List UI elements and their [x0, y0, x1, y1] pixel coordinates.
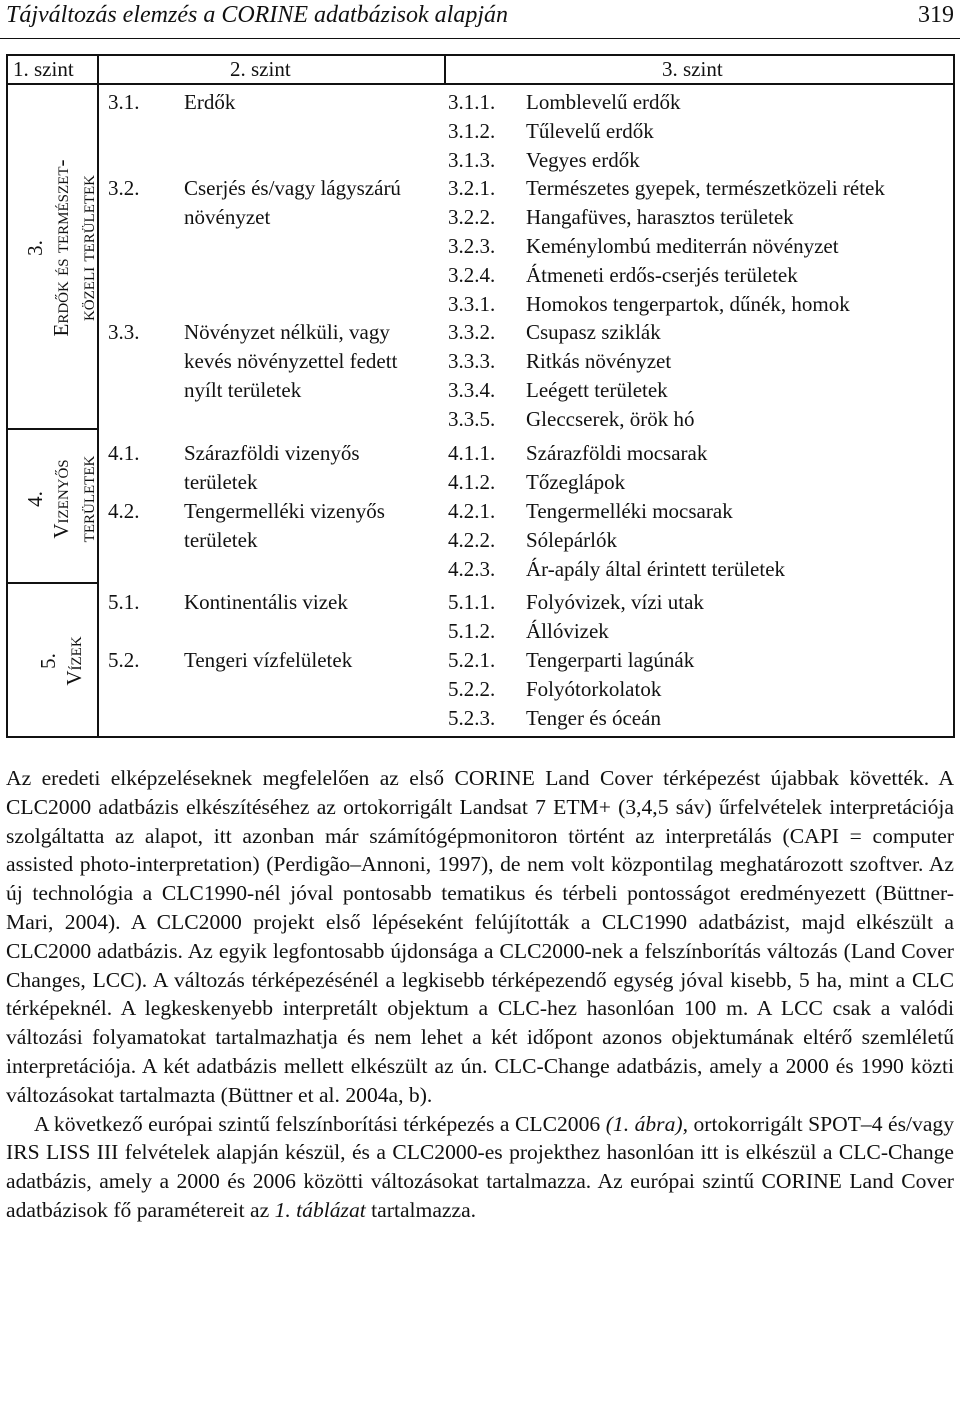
level2-name: Kontinentális vizek [184, 590, 348, 614]
level2-name: nyílt területek [184, 378, 302, 402]
level1-label: Vízek [62, 636, 86, 686]
level3-code: 5.2.3. [448, 706, 496, 730]
page-header [0, 0, 960, 42]
level1-code: 5. [36, 653, 60, 669]
page-number: 319 [918, 2, 954, 28]
level3-name: Tenger és óceán [526, 706, 661, 730]
level2-name: Növényzet nélküli, vagy [184, 320, 390, 344]
level3-name: Hangafüves, harasztos területek [526, 205, 794, 229]
level3-code: 3.1.1. [448, 90, 496, 114]
level3-code: 3.3.3. [448, 349, 496, 373]
level2-code: 4.1. [108, 441, 140, 465]
paragraph: Az eredeti elképzeléseknek megfelelően az első CORINE Land Cover térképezést újabbak követték. A CLC2000 adatbázis elkészítéséhez az ortokorrigált Landsat 7 ETM+ (3,4,5 sáv) űrfelvételek interpretációja szolgáltatta az alapot, itt azonban már számítógépmonitoron történt az interpretálás (CAPI = computer assisted photo-interpretation) (Perdigão–Annoni, 1997), de nem volt központilag meghatározott szoftver. Az új technológia a CLC1990-nél jóval pontosabb tematikus és térbeli pontosságot eredményezett (Büttner-Mari, 2004). A CLC2000 projekt első lépéseként felújították a CLC1990 adatbázist, majd elkészült a CLC2000 adatbázis. Az egyik legfontosabb újdonsága a CLC2000-nek a felszínborítás változás (Land Cover Changes, LCC). A változás térképezésénél a legkisebb térképezendő egység jóval kisebb, 5 ha, mint a CLC térképeknél. A legkeskenyebb interpretált objektum a CLC-hez hasonlóan 100 m. A LCC csak a valódi változási folyamatokat tartalmazhatja és nem lehet a két időpont azonos objektumának eltérő szemléletű interpretációja. A két adatbázis mellett elkészült az ún. CLC-Change adatbázis, amely a 2000 és 1990 közti változásokat tartalmazta (Büttner et al. 2004a, b). [6, 766, 954, 1107]
level3-name: Homokos tengerpartok, dűnék, homok [526, 292, 850, 316]
header-rule [0, 38, 960, 39]
paragraph-text: A következő európai szintű felszínborítási térképezés a CLC2006 [34, 1111, 606, 1136]
level3-name: Csupasz sziklák [526, 320, 661, 344]
level3-name: Keménylombú mediterrán növényzet [526, 234, 839, 258]
level3-code: 4.2.2. [448, 528, 496, 552]
level3-name: Ár-apály által érintett területek [526, 557, 786, 581]
level3-code: 3.2.1. [448, 176, 496, 200]
level3-name: Gleccserek, örök hó [526, 407, 695, 431]
header-row-rule [8, 83, 953, 85]
level3-code: 4.1.1. [448, 441, 496, 465]
level3-name: Folyótorkolatok [526, 677, 662, 701]
level1-code: 3. [23, 240, 47, 256]
level2-name: területek [184, 470, 258, 494]
level1-label: Vizenyős [49, 459, 73, 539]
col-header-level3: 3. szint [662, 57, 723, 81]
level2-name: Cserjés és/vagy lágyszárú [184, 176, 401, 200]
level3-code: 3.3.2. [448, 320, 496, 344]
level3-code: 3.2.4. [448, 263, 496, 287]
group-rule-2 [8, 582, 97, 584]
col-header-level2: 2. szint [230, 57, 291, 81]
level3-name: Tengerparti lagúnák [526, 648, 695, 672]
level3-code: 3.2.2. [448, 205, 496, 229]
level1-label: közeli területek [75, 174, 99, 322]
level2-name: Erdők [184, 90, 236, 114]
level3-name: Vegyes erdők [526, 148, 640, 172]
level1-code: 4. [23, 491, 47, 507]
level3-code: 4.2.1. [448, 499, 496, 523]
level3-code: 5.2.2. [448, 677, 496, 701]
level3-name: Ritkás növényzet [526, 349, 672, 373]
level3-code: 3.2.3. [448, 234, 496, 258]
level3-name: Lomblevelű erdők [526, 90, 681, 114]
running-title: Tájváltozás elemzés a CORINE adatbázisok alapján [6, 2, 508, 28]
level2-name: növényzet [184, 205, 271, 229]
level2-code: 3.2. [108, 176, 140, 200]
level3-name: Természetes gyepek, természetközeli rétek [526, 176, 885, 200]
level3-name: Szárazföldi mocsarak [526, 441, 708, 465]
paragraph [6, 1110, 954, 1225]
level1-label: területek [75, 455, 99, 543]
level3-name: Átmeneti erdős-cserjés területek [526, 263, 798, 287]
level3-name: Sólepárlók [526, 528, 617, 552]
level3-code: 5.1.1. [448, 590, 496, 614]
level3-code: 5.1.2. [448, 619, 496, 643]
level3-code: 5.2.1. [448, 648, 496, 672]
level3-name: Állóvizek [526, 619, 609, 643]
level3-name: Leégett területek [526, 378, 668, 402]
level1-group-5 [35, 586, 87, 736]
level2-code: 3.1. [108, 90, 140, 114]
level3-name: Tőzeglápok [526, 470, 626, 494]
level3-code: 3.3.4. [448, 378, 496, 402]
level2-name: Szárazföldi vizenyős [184, 441, 360, 465]
col-divider-2 [444, 56, 446, 84]
corine-nomenclature-table [6, 54, 955, 738]
body-text [6, 764, 954, 1225]
level2-code: 5.1. [108, 590, 140, 614]
level3-code: 4.1.2. [448, 470, 496, 494]
level3-code: 3.1.2. [448, 119, 496, 143]
level3-code: 3.3.5. [448, 407, 496, 431]
level3-code: 4.2.3. [448, 557, 496, 581]
level3-name: Folyóvizek, vízi utak [526, 590, 704, 614]
level2-name: Tengermelléki vizenyős [184, 499, 385, 523]
level3-code: 3.1.3. [448, 148, 496, 172]
level1-group-3 [22, 88, 100, 408]
level2-code: 4.2. [108, 499, 140, 523]
level2-code: 5.2. [108, 648, 140, 672]
paragraph-text: tartalmazza. [365, 1197, 477, 1222]
col-header-level1: 1. szint [13, 57, 74, 81]
figure-reference: (1. ábra), [605, 1111, 688, 1136]
level3-name: Tűlevelű erdők [526, 119, 654, 143]
level3-name: Tengermelléki mocsarak [526, 499, 733, 523]
level3-code: 3.3.1. [448, 292, 496, 316]
paragraph-text: ortokorrigált SPOT–4 és/vagy IRS LISS III felvételek alapján készül, és a CLC2000-es projekthez hasonlóan itt is elkészül a CLC-Change adatbázis, amely a 2000 és 2006 közötti változásokat tartalmazza. Az európai szintű CORINE Land Cover adatbázisok fő paramétereit az [6, 1111, 954, 1222]
level1-group-4 [22, 424, 100, 574]
table-reference: 1. táblázat [274, 1197, 366, 1222]
level2-name: kevés növényzettel fedett [184, 349, 398, 373]
level2-code: 3.3. [108, 320, 140, 344]
level1-label: Erdők és természet- [49, 159, 73, 337]
level2-name: Tengeri vízfelületek [184, 648, 353, 672]
level2-name: területek [184, 528, 258, 552]
